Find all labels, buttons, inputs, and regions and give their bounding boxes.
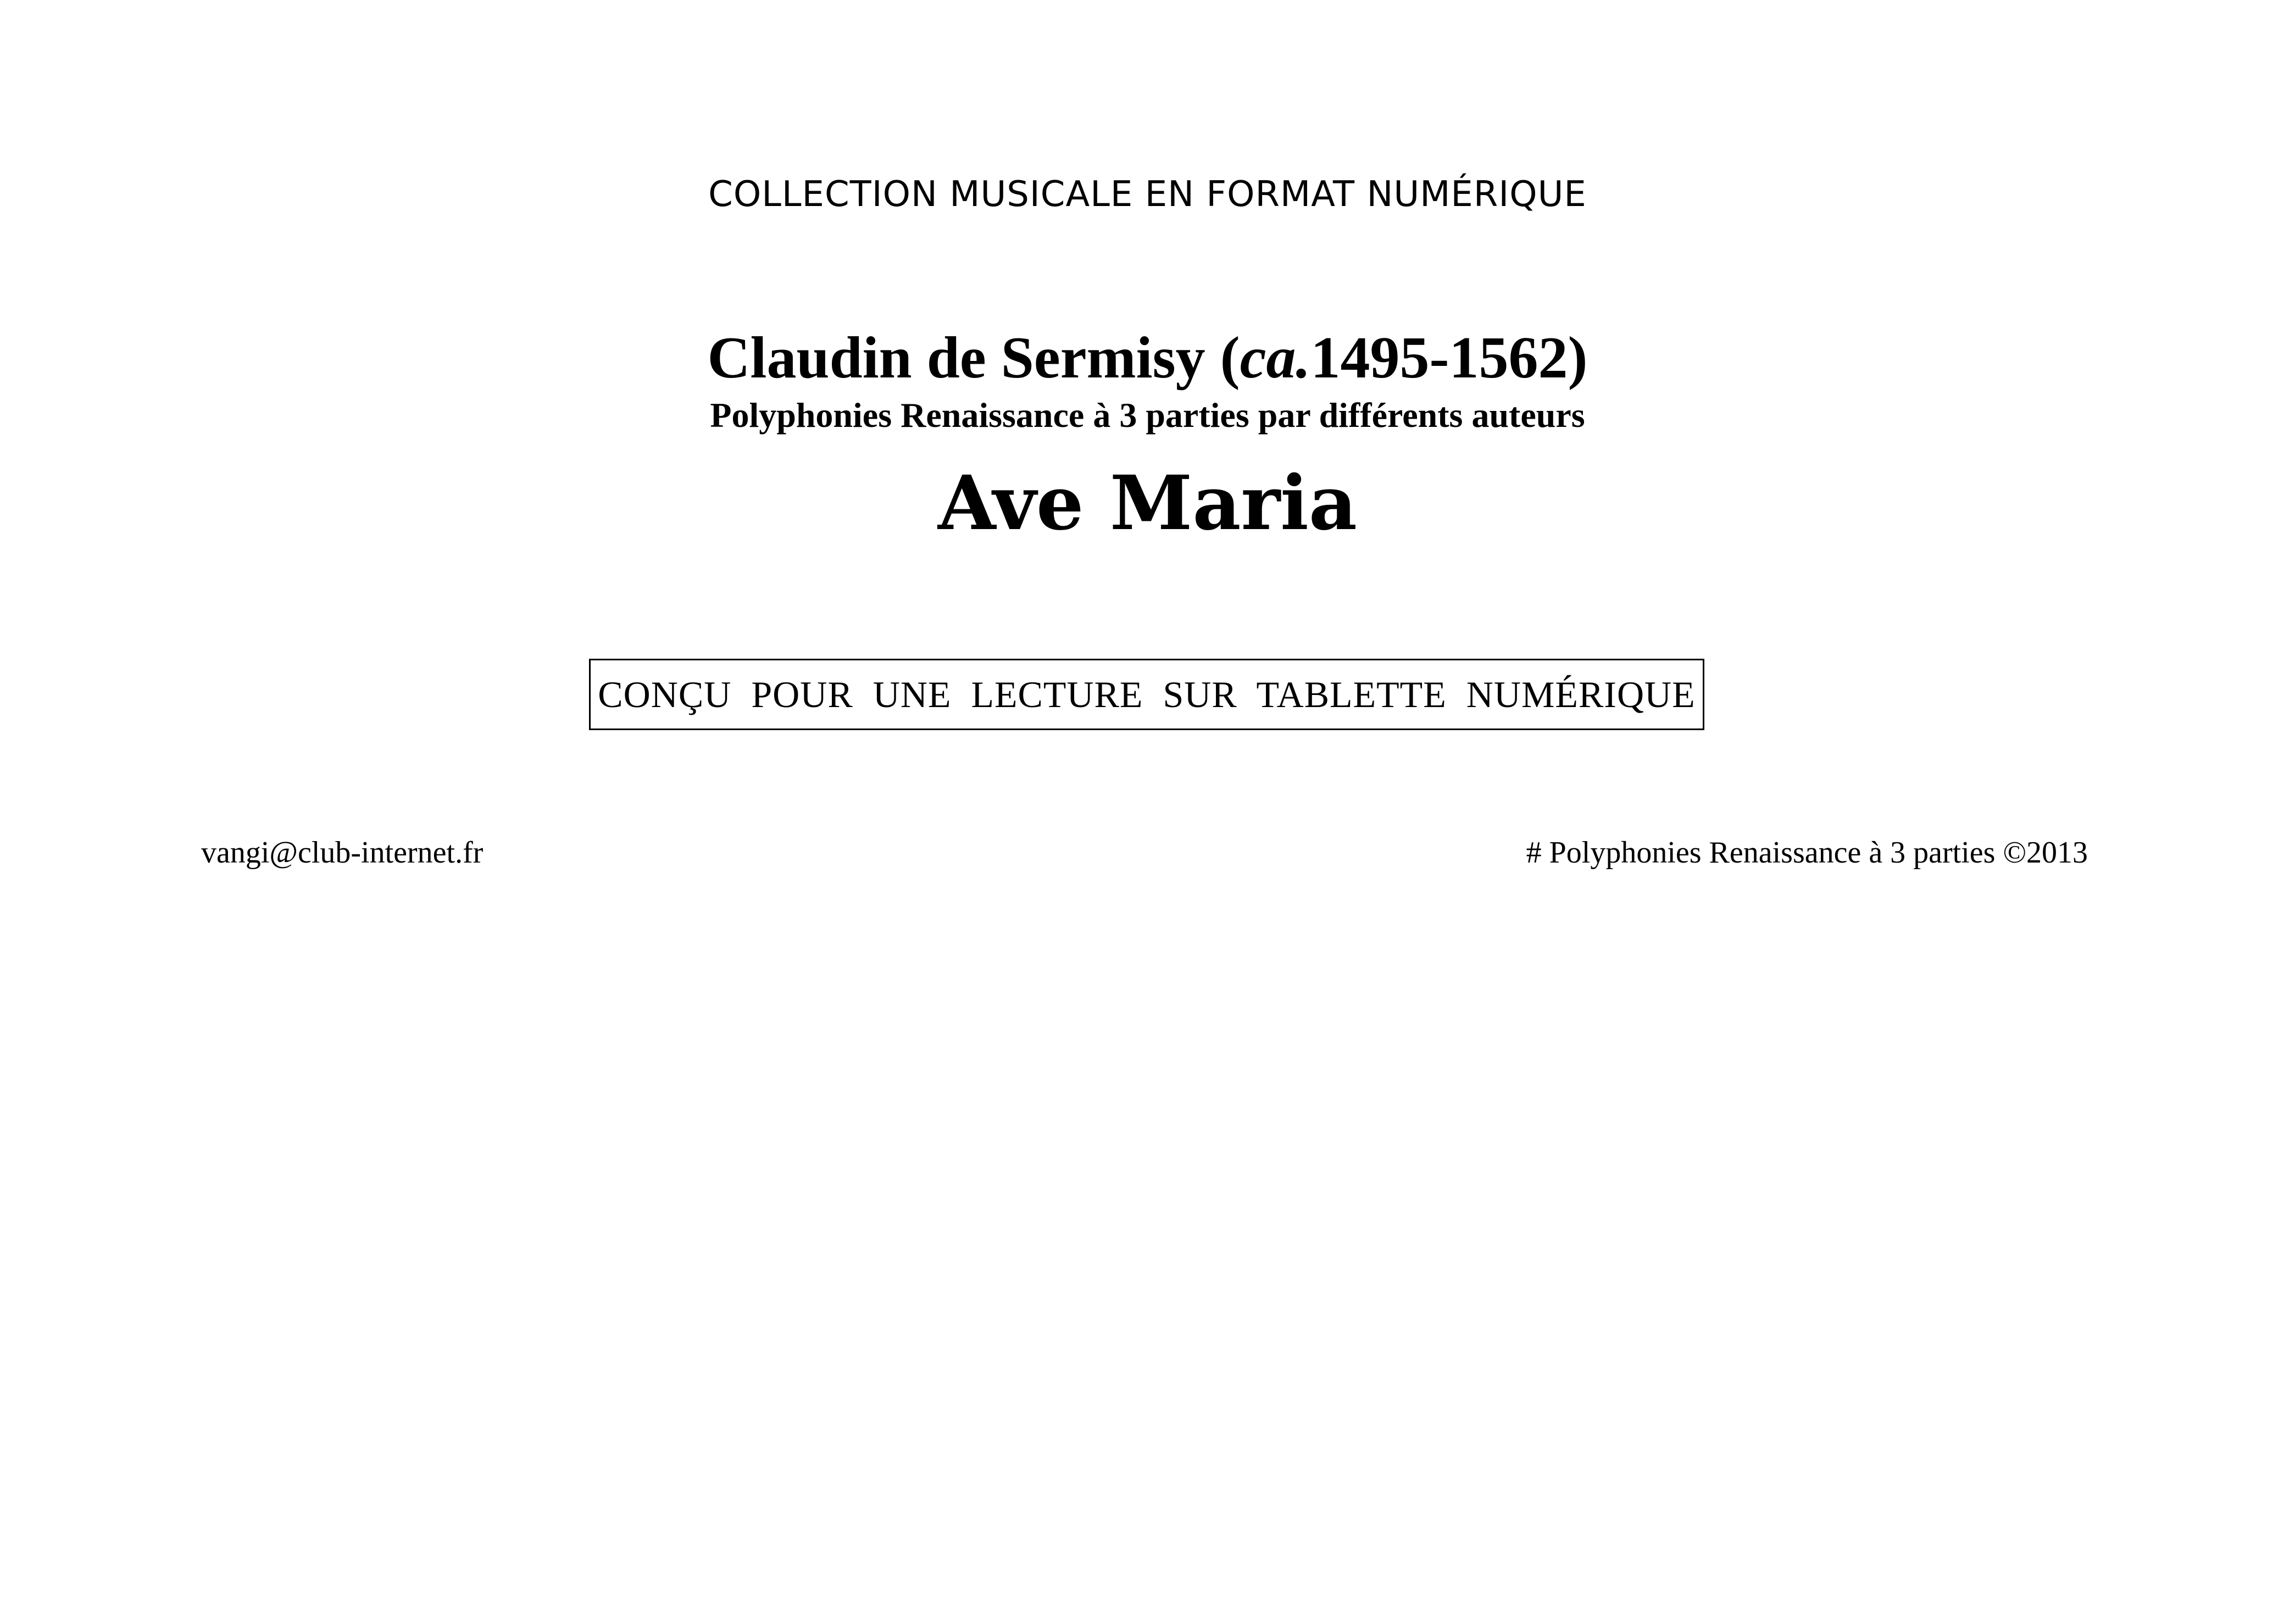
collection-heading: COLLECTION MUSICALE EN FORMAT NUMÉRIQUE (708, 174, 1587, 215)
copyright-notice: # Polyphonies Renaissance à 3 parties ©2013 (1526, 836, 2088, 870)
collection-subtitle: Polyphonies Renaissance à 3 parties par différents auteurs (710, 396, 1585, 435)
tablet-notice-box (589, 659, 1704, 730)
piece-title: Ave Maria (937, 459, 1357, 547)
contact-email: vangi@club-internet.fr (201, 836, 484, 870)
composer-name: Claudin de Sermisy ( (707, 325, 1240, 391)
tablet-notice-text: CONÇU POUR UNE LECTURE SUR TABLETTE NUMÉRIQUE (598, 674, 1696, 715)
composer-dates: 1495-1562) (1310, 325, 1588, 391)
composer-circa: ca. (1240, 325, 1311, 391)
composer-line (0, 325, 2295, 391)
